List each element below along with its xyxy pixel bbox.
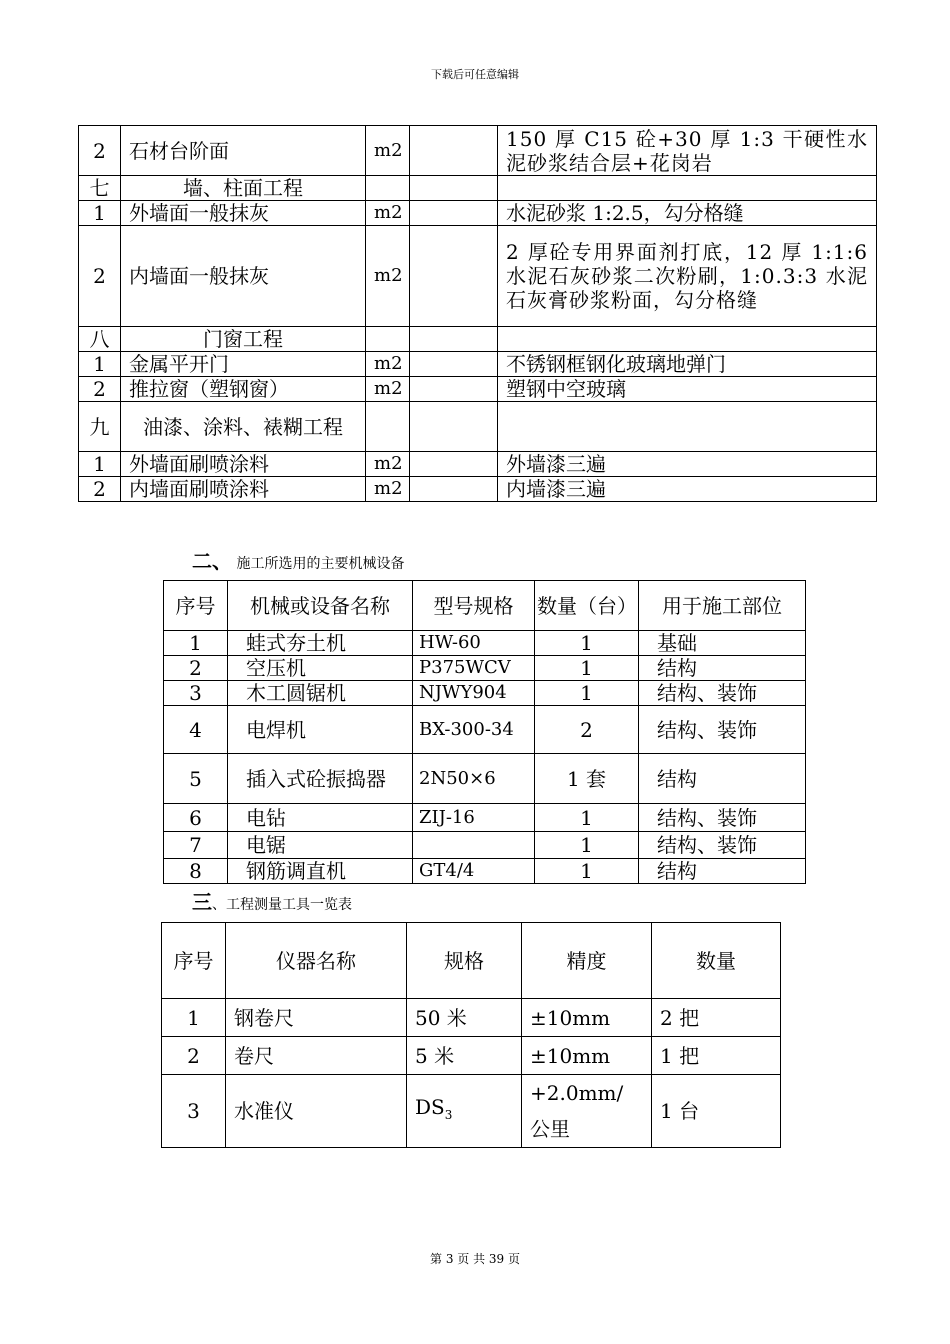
tool-precision: ±10mm bbox=[522, 999, 652, 1037]
equipment-model bbox=[413, 832, 535, 859]
section-number: 八 bbox=[79, 327, 121, 352]
item-number: 2 bbox=[79, 377, 121, 402]
row-number: 1 bbox=[164, 631, 228, 656]
tool-spec: 5 米 bbox=[407, 1037, 522, 1075]
header-cell: 序号 bbox=[162, 923, 226, 999]
table-row bbox=[164, 832, 806, 859]
item-unit: m2 bbox=[366, 377, 410, 402]
table-row bbox=[164, 656, 806, 681]
equipment-use: 结构、装饰 bbox=[639, 681, 806, 706]
item-spec: 塑钢中空玻璃 bbox=[498, 377, 877, 402]
equipment-name: 插入式砼振捣器 bbox=[228, 754, 413, 804]
equipment-use: 结构、装饰 bbox=[639, 804, 806, 832]
item-unit bbox=[366, 176, 410, 201]
section-row bbox=[79, 327, 877, 352]
item-number: 2 bbox=[79, 126, 121, 176]
measuring-tools-table bbox=[161, 922, 781, 1148]
table-row bbox=[162, 999, 781, 1037]
tool-name: 水准仪 bbox=[226, 1075, 407, 1148]
table-row bbox=[79, 452, 877, 477]
section-3-number: 三 bbox=[192, 890, 212, 914]
header-cell: 用于施工部位 bbox=[639, 581, 806, 631]
header-cell: 规格 bbox=[407, 923, 522, 999]
item-number: 2 bbox=[79, 226, 121, 327]
table-row bbox=[79, 477, 877, 502]
equipment-quantity: 1 bbox=[535, 681, 639, 706]
section-row bbox=[79, 402, 877, 452]
item-name: 内墙面刷喷涂料 bbox=[121, 477, 366, 502]
item-name: 推拉窗（塑钢窗） bbox=[121, 377, 366, 402]
equipment-quantity: 1 bbox=[535, 804, 639, 832]
equipment-table bbox=[163, 580, 806, 884]
row-number: 8 bbox=[164, 859, 228, 884]
table-row bbox=[79, 352, 877, 377]
table-row bbox=[79, 126, 877, 176]
table-row bbox=[79, 226, 877, 327]
table-header-row bbox=[164, 581, 806, 631]
item-quantity bbox=[410, 226, 498, 327]
section-2-number: 二、 bbox=[192, 549, 232, 573]
tool-spec: 50 米 bbox=[407, 999, 522, 1037]
section-name: 墙、柱面工程 bbox=[121, 176, 366, 201]
item-spec bbox=[498, 176, 877, 201]
section-3-text: 、工程测量工具一览表 bbox=[212, 897, 352, 913]
equipment-quantity: 1 套 bbox=[535, 754, 639, 804]
row-number: 7 bbox=[164, 832, 228, 859]
item-name: 石材台阶面 bbox=[121, 126, 366, 176]
table-row bbox=[79, 201, 877, 226]
equipment-name: 蛙式夯土机 bbox=[228, 631, 413, 656]
header-cell: 精度 bbox=[522, 923, 652, 999]
row-number: 1 bbox=[162, 999, 226, 1037]
tool-quantity: 1 把 bbox=[652, 1037, 781, 1075]
equipment-model: NJWY904 bbox=[413, 681, 535, 706]
table-row bbox=[164, 859, 806, 884]
table-row bbox=[164, 706, 806, 754]
equipment-model: BX-300-34 bbox=[413, 706, 535, 754]
equipment-model: P375WCV bbox=[413, 656, 535, 681]
item-name: 外墙面一般抹灰 bbox=[121, 201, 366, 226]
row-number: 3 bbox=[162, 1075, 226, 1148]
page-footer: 第 3 页 共 39 页 bbox=[430, 1252, 520, 1266]
equipment-model: ZIJ-16 bbox=[413, 804, 535, 832]
section-row bbox=[79, 176, 877, 201]
tool-spec-text: DS bbox=[415, 1095, 445, 1119]
table-row bbox=[164, 631, 806, 656]
section-number: 七 bbox=[79, 176, 121, 201]
item-unit: m2 bbox=[366, 452, 410, 477]
item-spec: 内墙漆三遍 bbox=[498, 477, 877, 502]
equipment-model: GT4/4 bbox=[413, 859, 535, 884]
equipment-use: 基础 bbox=[639, 631, 806, 656]
row-number: 6 bbox=[164, 804, 228, 832]
item-number: 1 bbox=[79, 352, 121, 377]
item-spec: 150 厚 C15 砼+30 厚 1:3 干硬性水泥砂浆结合层+花岗岩 bbox=[498, 126, 877, 176]
page-header: 下载后可任意编辑 bbox=[431, 68, 519, 81]
item-quantity bbox=[410, 452, 498, 477]
item-spec: 不锈钢框钢化玻璃地弹门 bbox=[498, 352, 877, 377]
equipment-quantity: 2 bbox=[535, 706, 639, 754]
tool-spec bbox=[407, 1075, 522, 1148]
equipment-quantity: 1 bbox=[535, 832, 639, 859]
header-cell: 仪器名称 bbox=[226, 923, 407, 999]
section-name: 门窗工程 bbox=[121, 327, 366, 352]
header-cell: 序号 bbox=[164, 581, 228, 631]
row-number: 5 bbox=[164, 754, 228, 804]
item-unit bbox=[366, 327, 410, 352]
row-number: 2 bbox=[162, 1037, 226, 1075]
equipment-use: 结构、装饰 bbox=[639, 832, 806, 859]
tool-name: 卷尺 bbox=[226, 1037, 407, 1075]
table-row bbox=[79, 377, 877, 402]
equipment-name: 电钻 bbox=[228, 804, 413, 832]
table-header-row bbox=[162, 923, 781, 999]
item-quantity bbox=[410, 377, 498, 402]
equipment-model: HW-60 bbox=[413, 631, 535, 656]
equipment-quantity: 1 bbox=[535, 631, 639, 656]
item-spec bbox=[498, 327, 877, 352]
row-number: 4 bbox=[164, 706, 228, 754]
table-row bbox=[164, 754, 806, 804]
tool-precision: ±10mm bbox=[522, 1037, 652, 1075]
item-unit: m2 bbox=[366, 226, 410, 327]
item-spec: 外墙漆三遍 bbox=[498, 452, 877, 477]
equipment-model: 2N50×6 bbox=[413, 754, 535, 804]
tool-spec-subscript: 3 bbox=[444, 1108, 453, 1122]
tool-quantity: 2 把 bbox=[652, 999, 781, 1037]
item-spec bbox=[498, 402, 877, 452]
section-name: 油漆、涂料、裱糊工程 bbox=[121, 402, 366, 452]
item-unit: m2 bbox=[366, 352, 410, 377]
item-quantity bbox=[410, 201, 498, 226]
equipment-quantity: 1 bbox=[535, 859, 639, 884]
item-quantity bbox=[410, 352, 498, 377]
table-row bbox=[162, 1075, 781, 1148]
item-number: 1 bbox=[79, 201, 121, 226]
item-name: 外墙面刷喷涂料 bbox=[121, 452, 366, 477]
row-number: 3 bbox=[164, 681, 228, 706]
item-name: 内墙面一般抹灰 bbox=[121, 226, 366, 327]
item-spec: 2 厚砼专用界面剂打底，12 厚 1:1:6 水泥石灰砂浆二次粉刷，1:0.3:3 水泥石灰膏砂浆粉面，勾分格缝 bbox=[498, 226, 877, 327]
header-cell: 数量（台） bbox=[535, 581, 639, 631]
item-name: 金属平开门 bbox=[121, 352, 366, 377]
item-number: 2 bbox=[79, 477, 121, 502]
section-2-text: 施工所选用的主要机械设备 bbox=[236, 556, 405, 572]
table-row bbox=[162, 1037, 781, 1075]
item-quantity bbox=[410, 327, 498, 352]
item-unit: m2 bbox=[366, 126, 410, 176]
section-2-title bbox=[192, 545, 404, 574]
item-spec: 水泥砂浆 1:2.5，勾分格缝 bbox=[498, 201, 877, 226]
header-cell: 数量 bbox=[652, 923, 781, 999]
equipment-name: 空压机 bbox=[228, 656, 413, 681]
equipment-use: 结构 bbox=[639, 754, 806, 804]
item-quantity bbox=[410, 176, 498, 201]
item-quantity bbox=[410, 126, 498, 176]
item-unit: m2 bbox=[366, 201, 410, 226]
equipment-use: 结构、装饰 bbox=[639, 706, 806, 754]
construction-items-table bbox=[78, 125, 877, 502]
header-cell: 型号规格 bbox=[413, 581, 535, 631]
equipment-name: 木工圆锯机 bbox=[228, 681, 413, 706]
equipment-name: 电锯 bbox=[228, 832, 413, 859]
item-quantity bbox=[410, 477, 498, 502]
item-number: 1 bbox=[79, 452, 121, 477]
equipment-name: 钢筋调直机 bbox=[228, 859, 413, 884]
equipment-use: 结构 bbox=[639, 859, 806, 884]
item-unit: m2 bbox=[366, 477, 410, 502]
tool-quantity: 1 台 bbox=[652, 1075, 781, 1148]
tool-precision: +2.0mm/公里 bbox=[522, 1075, 652, 1148]
table-row bbox=[164, 804, 806, 832]
equipment-use: 结构 bbox=[639, 656, 806, 681]
section-number: 九 bbox=[79, 402, 121, 452]
equipment-name: 电焊机 bbox=[228, 706, 413, 754]
item-quantity bbox=[410, 402, 498, 452]
item-unit bbox=[366, 402, 410, 452]
table-row bbox=[164, 681, 806, 706]
tool-name: 钢卷尺 bbox=[226, 999, 407, 1037]
equipment-quantity: 1 bbox=[535, 656, 639, 681]
header-cell: 机械或设备名称 bbox=[228, 581, 413, 631]
section-3-title bbox=[192, 886, 352, 915]
row-number: 2 bbox=[164, 656, 228, 681]
